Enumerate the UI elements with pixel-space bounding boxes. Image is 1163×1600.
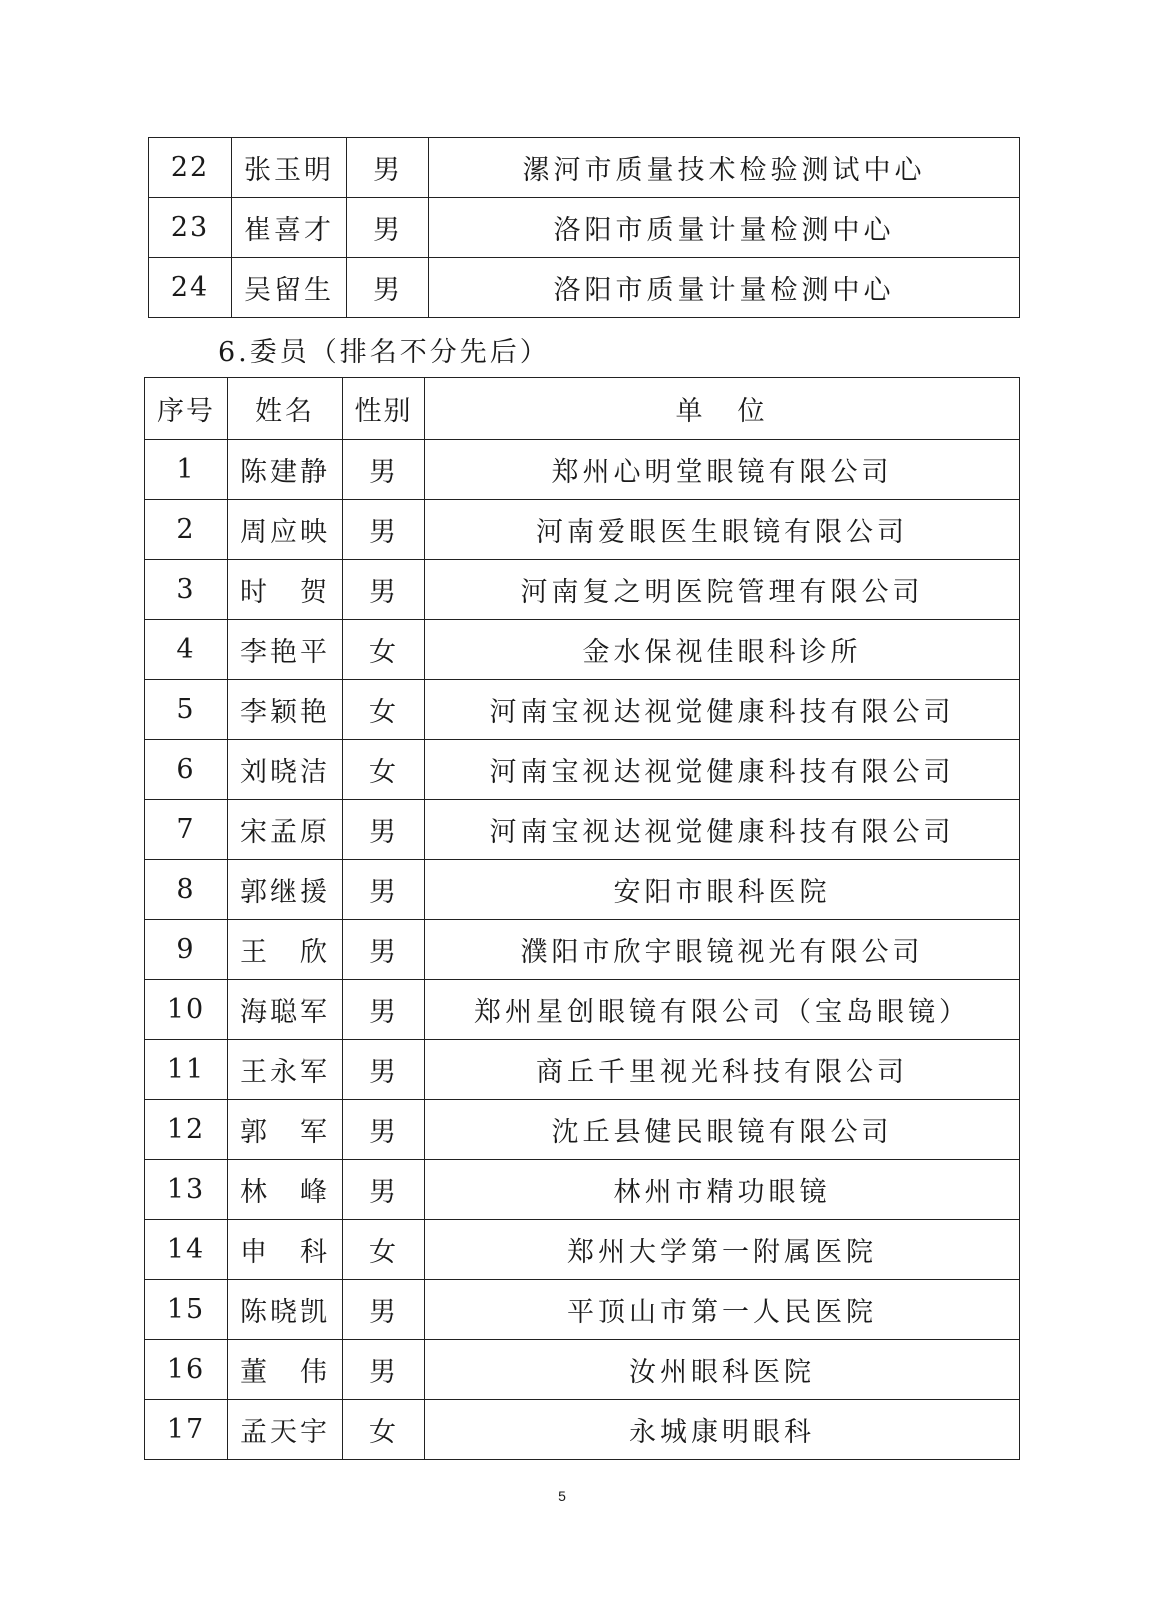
cell-gender: 女 [343, 620, 425, 680]
cell-unit: 郑州心明堂眼镜有限公司 [425, 440, 1020, 500]
cell-unit: 洛阳市质量计量检测中心 [429, 258, 1020, 318]
cell-no: 24 [149, 258, 232, 318]
table-row [145, 440, 1020, 500]
cell-unit: 平顶山市第一人民医院 [425, 1280, 1020, 1340]
cell-no: 8 [145, 860, 228, 920]
cell-gender: 男 [343, 440, 425, 500]
header-name: 姓名 [228, 378, 343, 440]
cell-unit: 河南爱眼医生眼镜有限公司 [425, 500, 1020, 560]
cell-no: 11 [145, 1040, 228, 1100]
cell-unit: 濮阳市欣宇眼镜视光有限公司 [425, 920, 1020, 980]
cell-gender: 男 [343, 980, 425, 1040]
committee-member-table [144, 377, 1020, 1460]
cell-no: 2 [145, 500, 228, 560]
cell-unit: 河南复之明医院管理有限公司 [425, 560, 1020, 620]
table-row [149, 138, 1020, 198]
cell-name: 刘晓洁 [228, 740, 343, 800]
continued-member-table-body [149, 138, 1020, 318]
cell-name: 张玉明 [232, 138, 347, 198]
cell-name: 时 贺 [228, 560, 343, 620]
cell-name: 海聪军 [228, 980, 343, 1040]
table-row [145, 1100, 1020, 1160]
cell-unit: 郑州大学第一附属医院 [425, 1220, 1020, 1280]
table-row [145, 980, 1020, 1040]
table-row [145, 1220, 1020, 1280]
cell-no: 5 [145, 680, 228, 740]
cell-no: 23 [149, 198, 232, 258]
cell-unit: 河南宝视达视觉健康科技有限公司 [425, 680, 1020, 740]
cell-no: 7 [145, 800, 228, 860]
cell-name: 王永军 [228, 1040, 343, 1100]
table-row [145, 560, 1020, 620]
table-row [145, 1040, 1020, 1100]
cell-gender: 男 [343, 560, 425, 620]
cell-no: 16 [145, 1340, 228, 1400]
cell-name: 周应映 [228, 500, 343, 560]
cell-name: 李艳平 [228, 620, 343, 680]
cell-name: 李颖艳 [228, 680, 343, 740]
table-row [145, 620, 1020, 680]
cell-name: 董 伟 [228, 1340, 343, 1400]
table-row [145, 680, 1020, 740]
cell-name: 郭 军 [228, 1100, 343, 1160]
cell-name: 崔喜才 [232, 198, 347, 258]
cell-gender: 男 [347, 258, 429, 318]
cell-no: 13 [145, 1160, 228, 1220]
cell-no: 4 [145, 620, 228, 680]
cell-name: 郭继援 [228, 860, 343, 920]
table-row [145, 1400, 1020, 1460]
cell-gender: 女 [343, 680, 425, 740]
cell-no: 15 [145, 1280, 228, 1340]
committee-member-table-body [145, 378, 1020, 1460]
cell-name: 申 科 [228, 1220, 343, 1280]
cell-gender: 男 [347, 138, 429, 198]
cell-no: 6 [145, 740, 228, 800]
cell-unit: 洛阳市质量计量检测中心 [429, 198, 1020, 258]
cell-gender: 男 [343, 1340, 425, 1400]
cell-no: 1 [145, 440, 228, 500]
cell-gender: 女 [343, 740, 425, 800]
header-no: 序号 [145, 378, 228, 440]
cell-unit: 林州市精功眼镜 [425, 1160, 1020, 1220]
table-row [145, 800, 1020, 860]
table-row [149, 258, 1020, 318]
header-gender: 性别 [343, 378, 425, 440]
cell-no: 9 [145, 920, 228, 980]
cell-gender: 男 [347, 198, 429, 258]
cell-gender: 男 [343, 1040, 425, 1100]
cell-name: 孟天宇 [228, 1400, 343, 1460]
cell-unit: 河南宝视达视觉健康科技有限公司 [425, 740, 1020, 800]
table-row [145, 1280, 1020, 1340]
cell-unit: 河南宝视达视觉健康科技有限公司 [425, 800, 1020, 860]
section-heading: 6.委员（排名不分先后） [218, 337, 550, 368]
cell-gender: 女 [343, 1220, 425, 1280]
cell-unit: 安阳市眼科医院 [425, 860, 1020, 920]
cell-no: 22 [149, 138, 232, 198]
cell-gender: 男 [343, 1280, 425, 1340]
continued-member-table [148, 137, 1020, 318]
cell-gender: 男 [343, 920, 425, 980]
cell-no: 10 [145, 980, 228, 1040]
table-row [149, 198, 1020, 258]
cell-unit: 漯河市质量技术检验测试中心 [429, 138, 1020, 198]
cell-gender: 男 [343, 1100, 425, 1160]
cell-no: 12 [145, 1100, 228, 1160]
table-header-row [145, 378, 1020, 440]
cell-unit: 郑州星创眼镜有限公司（宝岛眼镜） [425, 980, 1020, 1040]
cell-name: 王 欣 [228, 920, 343, 980]
cell-no: 14 [145, 1220, 228, 1280]
cell-name: 吴留生 [232, 258, 347, 318]
table-row [145, 920, 1020, 980]
cell-gender: 男 [343, 800, 425, 860]
cell-name: 陈晓凯 [228, 1280, 343, 1340]
cell-gender: 女 [343, 1400, 425, 1460]
cell-name: 宋孟原 [228, 800, 343, 860]
cell-gender: 男 [343, 500, 425, 560]
cell-name: 陈建静 [228, 440, 343, 500]
table-row [145, 860, 1020, 920]
page-number: 5 [558, 1488, 566, 1504]
cell-no: 17 [145, 1400, 228, 1460]
table-row [145, 1340, 1020, 1400]
cell-unit: 沈丘县健民眼镜有限公司 [425, 1100, 1020, 1160]
table-row [145, 500, 1020, 560]
cell-unit: 金水保视佳眼科诊所 [425, 620, 1020, 680]
table-row [145, 740, 1020, 800]
header-unit: 单 位 [425, 378, 1020, 440]
cell-unit: 商丘千里视光科技有限公司 [425, 1040, 1020, 1100]
cell-gender: 男 [343, 860, 425, 920]
table-row [145, 1160, 1020, 1220]
cell-gender: 男 [343, 1160, 425, 1220]
cell-no: 3 [145, 560, 228, 620]
cell-unit: 汝州眼科医院 [425, 1340, 1020, 1400]
cell-name: 林 峰 [228, 1160, 343, 1220]
cell-unit: 永城康明眼科 [425, 1400, 1020, 1460]
